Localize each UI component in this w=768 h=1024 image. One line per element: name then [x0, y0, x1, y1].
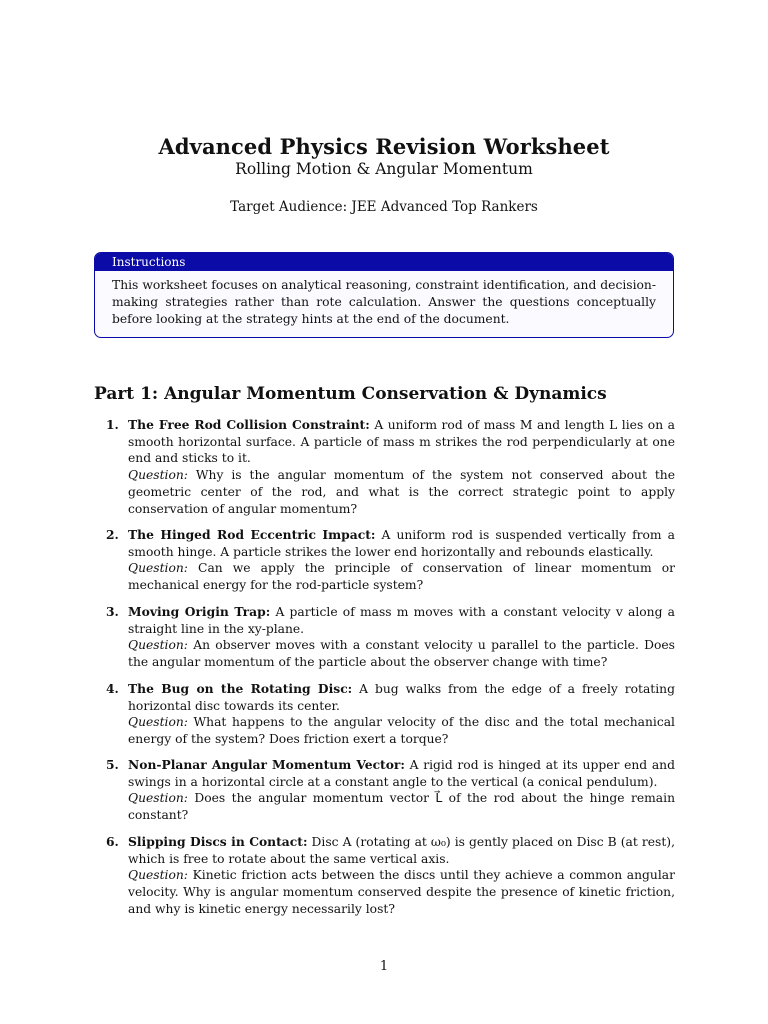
question-title: Slipping Discs in Contact: [128, 834, 308, 849]
question-item-2 [106, 527, 675, 594]
question-title: Non-Planar Angular Momentum Vector: [128, 757, 405, 772]
question-text: A bug walks from the edge of a freely rotating horizontal disc towards its center. [128, 682, 675, 713]
question-prompt: An observer moves with a constant velocity u parallel to the particle. Does the angular momentum of the particle about the observer change with time? [128, 638, 675, 670]
question-number: 4. [106, 681, 119, 696]
question-number: 1. [106, 417, 119, 432]
question-prompt: Kinetic friction acts between the discs until they achieve a common angular velocity. Why is angular momentum conserved despite the presence of kinetic friction, and why is kinetic energy necessarily lost? [128, 868, 675, 916]
question-number: 3. [106, 604, 119, 619]
question-item-1 [106, 417, 675, 517]
question-item-3 [106, 604, 675, 671]
question-title: The Hinged Rod Eccentric Impact: [128, 527, 376, 542]
question-label: Question: [128, 868, 188, 883]
question-prompt: Why is the angular momentum of the system not conserved about the geometric center of the rod, and what is the correct strategic point to apply conservation of angular momentum? [128, 468, 675, 516]
instructions-heading: Instructions [95, 253, 673, 271]
question-number: 2. [106, 527, 119, 542]
worksheet-title: Advanced Physics Revision Worksheet [158, 134, 610, 159]
question-title: The Bug on the Rotating Disc: [128, 681, 353, 696]
target-audience: Target Audience: JEE Advanced Top Rankers [230, 199, 538, 215]
question-text: A uniform rod of mass M and length L lies on a smooth horizontal surface. A particle of mass m strikes the rod perpendicularly at one end and sticks to it. [128, 418, 675, 466]
part-1-heading: Part 1: Angular Momentum Conservation & Dynamics [94, 384, 607, 404]
question-label: Question: [128, 638, 188, 653]
question-prompt: What happens to the angular velocity of the disc and the total mechanical energy of the system? Does friction exert a torque? [128, 715, 675, 747]
question-number: 5. [106, 757, 119, 772]
question-title: Moving Origin Trap: [128, 604, 271, 619]
instructions-box [94, 252, 674, 338]
question-label: Question: [128, 561, 188, 576]
question-text: A uniform rod is suspended vertically from a smooth hinge. A particle strikes the lower end horizontally and rebounds elastically. [128, 528, 675, 559]
question-title: The Free Rod Collision Constraint: [128, 417, 370, 432]
question-text: A particle of mass m moves with a constant velocity v along a straight line in the xy-plane. [128, 605, 675, 636]
question-label: Question: [128, 468, 188, 483]
question-label: Question: [128, 715, 188, 730]
question-item-6 [106, 834, 675, 918]
instructions-body: This worksheet focuses on analytical reasoning, constraint identification, and decision-making strategies rather than rote calculation. Answer the questions conceptually before looking at the strategy hints at the end of the document. [112, 278, 656, 326]
question-label: Question: [128, 791, 188, 806]
question-prompt: Does the angular momentum vector L⃗ of the rod about the hinge remain constant? [128, 791, 675, 823]
question-text: A rigid rod is hinged at its upper end and swings in a horizontal circle at a constant angle to the vertical (a conical pendulum). [128, 758, 675, 789]
question-text: Disc A (rotating at ω₀) is gently placed on Disc B (at rest), which is free to rotate about the same vertical axis. [128, 835, 675, 866]
page-number: 1 [379, 959, 389, 974]
question-number: 6. [106, 834, 119, 849]
question-item-5 [106, 757, 675, 824]
question-prompt: Can we apply the principle of conservation of linear momentum or mechanical energy for the rod-particle system? [128, 561, 675, 593]
worksheet-subtitle: Rolling Motion & Angular Momentum [235, 160, 533, 178]
question-item-4 [106, 681, 675, 748]
